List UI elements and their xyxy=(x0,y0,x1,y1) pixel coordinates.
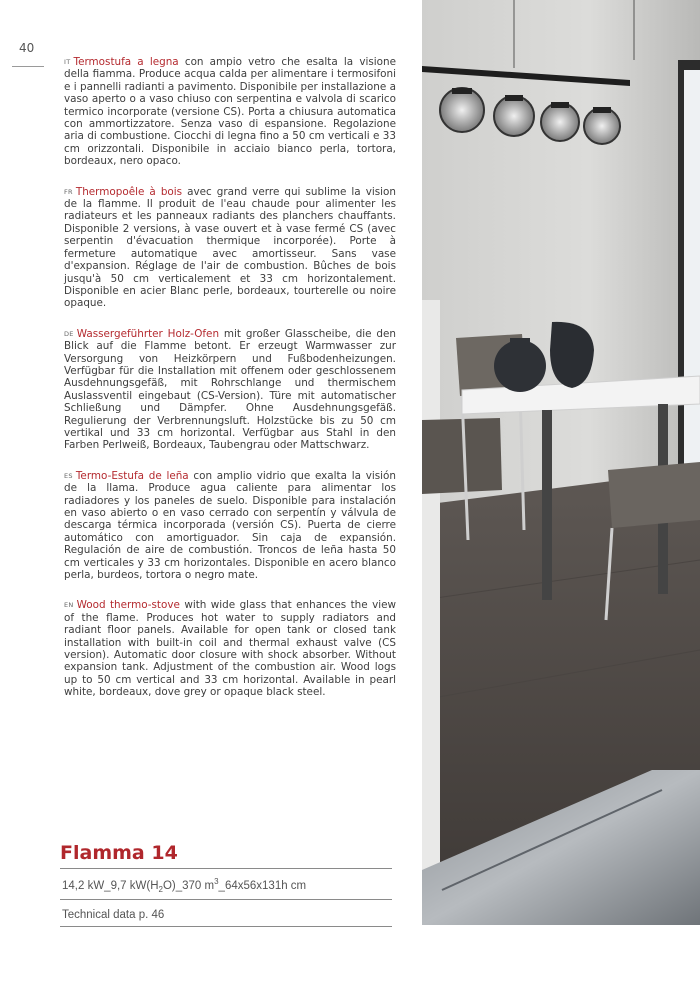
product-name-fr: Thermopoêle à bois xyxy=(75,185,183,198)
interior-scene xyxy=(422,0,700,925)
paragraph-en xyxy=(64,599,396,698)
spec-subscript: 2 xyxy=(158,885,163,895)
product-name-de: Wassergeführter Holz-Ofen xyxy=(76,327,220,340)
model-title: Flamma 14 xyxy=(60,842,178,864)
paragraph-it xyxy=(64,56,396,168)
description-es: con amplio vidrio que exalta la visión de la llama. Produce agua caliente para alimentar los radiadores y los paneles de suelo. Disponible para instalación en vaso abierto o en vaso cerrado con serpentín y válvula de descarga térmica incorporada (versión CS). Puerta de cierre automático con amortiguador. Sin caja de expansión. Regulación de aire de combustión. Troncos de leña hasta 50 cm verticales y 33 cm horizontales. Disponible en acero blanco perla, burdeos, tortora o negro mate. xyxy=(64,469,396,582)
paragraph-fr xyxy=(64,186,396,310)
product-name-it: Termostufa a legna xyxy=(73,56,179,68)
spec-line xyxy=(62,877,306,894)
description-column xyxy=(64,56,396,717)
spec-volume: O)_370 m xyxy=(162,879,215,892)
lang-code-de: DE xyxy=(64,329,74,338)
lamp-shade xyxy=(584,108,620,144)
spec-dimensions: _64x56x131h cm xyxy=(218,879,307,892)
lang-code-it: IT xyxy=(64,58,71,66)
description-fr: avec grand verre qui sublime la vision de la flamme. Il produit de l'eau chaude pour alimenter les radiateurs et les panneaux radiants des planchers chauffants. Disponible 2 versions, à vase ouvert et à vase fermé CS (avec serpentin d'évacuation thermique incorporée). Porte à fermeture automatique avec amortisseur. Sans vase d'expansion. Réglage de l'air de combustion. Bûches de bois jusqu'à 50 cm verticalement et 33 cm horizontalement. Disponible en acier Blanc perle, bordeaux, tourterelle ou noire opaque. xyxy=(64,185,396,310)
title-rule xyxy=(60,868,392,869)
lamp-shade xyxy=(541,103,579,141)
top-rule xyxy=(12,66,44,67)
description-it: con ampio vetro che esalta la visione della fiamma. Produce acqua calda per alimentare i termosifoni e i pannelli radianti a pavimento. Disponibile per installazione a vaso aperto o a vaso chiuso con serpentina e valvola di scarico termico incorporate (versione CS). Porta a chiusura automatica con ammortizzatore. Senza vaso di espansione. Regolazione aria di combustione. Ciocchi di legna fino a 50 cm verticali e 33 cm orizzontali. Disponibile in acciaio bianco perla, tortora, bordeaux, nero opaco. xyxy=(64,56,396,168)
page-number: 40 xyxy=(19,41,35,55)
product-name-en: Wood thermo-stove xyxy=(76,599,180,612)
lamp-shade xyxy=(494,96,534,136)
lang-code-es: ES xyxy=(64,471,73,480)
description-en: with wide glass that enhances the view of the flame. Produces hot water to supply radiators and radiant floor panels. Available for open tank or closed tank installation with built-in coil and thermal exhaust valve (CS version). Automatic door closure with shock absorber. Without expansion tank. Adjustment of the combustion air. Wood logs up to 50 cm vertical and 33 cm horizontal. Available in pearl white, bordeaux, dove grey or opaque black steel. xyxy=(64,599,396,699)
spec-rule xyxy=(60,899,392,900)
chair xyxy=(608,462,700,528)
bottom-rule xyxy=(60,926,392,927)
doorway xyxy=(422,300,440,920)
vase xyxy=(494,340,546,392)
spec-power: 14,2 kW_9,7 kW(H xyxy=(62,879,159,892)
lang-code-fr: FR xyxy=(64,187,73,196)
technical-data-reference: Technical data p. 46 xyxy=(62,909,165,921)
paragraph-es xyxy=(64,470,396,582)
description-de: mit großer Glasscheibe, die den Blick auf die Flamme betont. Er erzeugt Warmwasser zur Versorgung von Heizkörpern und Fußbodenheizungen. Verfügbar für die Installation mit offenem oder geschlossenem Ausdehnungsgefäß, mit Rohrschlange und thermischem Auslassventil eingebaut (CS-Version). Türe mit automatischer Schließung und Dämpfer. Ohne Ausdehnungsgefäß. Regulierung der Verbrennungsluft. Holzstücke bis zu 50 cm vertikal und 33 cm horizontal. Verfügbar aus Stahl in den Farben Perlweiß, Bordeaux, Taubengrau oder Mattschwarz. xyxy=(64,327,396,452)
paragraph-de xyxy=(64,328,396,452)
lamp-shade xyxy=(440,88,484,132)
interior-photo xyxy=(422,0,700,925)
spec-superscript: 3 xyxy=(214,877,219,886)
product-name-es: Termo-Estufa de leña xyxy=(75,469,189,482)
lang-code-en: EN xyxy=(64,601,74,610)
